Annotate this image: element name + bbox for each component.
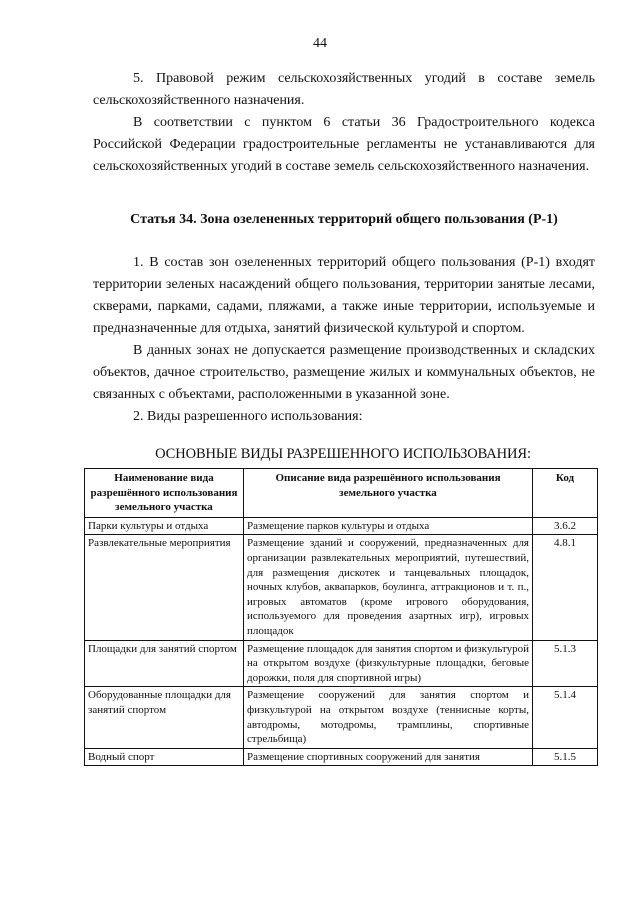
cell-name: Парки культуры и отдыха: [85, 517, 244, 535]
table-header-row: [85, 469, 598, 518]
table-row: [85, 535, 598, 640]
cell-code: 3.6.2: [533, 517, 598, 535]
paragraph: 1. В состав зон озелененных территорий общего пользования (Р-1) входят территории зеленых насаждений общего пользования, территории занятые лесами, скверами, парками, садами, пляжами, а также иные территории, используемые и предназначенные для отдыха, занятий физической культурой и спортом.: [93, 255, 595, 336]
article-heading: Статья 34. Зона озелененных территорий общего пользования (Р-1): [130, 212, 558, 227]
cell-name: Оборудованные площадки для занятий спортом: [85, 687, 244, 748]
page-number: 44: [313, 36, 327, 51]
column-header-name: Наименование вида разрешённого использования земельного участка: [85, 469, 244, 518]
paragraph: В соответствии с пунктом 6 статьи 36 Градостроительного кодекса Российской Федерации градостроительные регламенты не устанавливаются для сельскохозяйственных угодий в составе земель сельскохозяйственного назначения.: [93, 115, 595, 174]
paragraph: 2. Виды разрешенного использования:: [133, 409, 363, 424]
section-agricultural-land: [93, 68, 595, 178]
cell-name: Водный спорт: [85, 748, 244, 766]
cell-description: Размещение площадок для занятия спортом и физкультурой на открытом воздухе (физкультурные площадки, беговые дорожки, поля для спортивной игры): [244, 640, 533, 687]
paragraph: 5. Правовой режим сельскохозяйственных угодий в составе земель сельскохозяйственного назначения.: [93, 71, 595, 108]
table-title: ОСНОВНЫЕ ВИДЫ РАЗРЕШЕННОГО ИСПОЛЬЗОВАНИЯ:: [155, 446, 531, 462]
table-row: [85, 517, 598, 535]
cell-code: 5.1.4: [533, 687, 598, 748]
column-header-code: Код: [533, 469, 598, 518]
column-header-description: Описание вида разрешённого использования земельного участка: [244, 469, 533, 518]
table-row: [85, 748, 598, 766]
section-green-zone: [93, 252, 595, 428]
cell-name: Развлекательные мероприятия: [85, 535, 244, 640]
cell-code: 4.8.1: [533, 535, 598, 640]
cell-code: 5.1.5: [533, 748, 598, 766]
cell-description: Размещение сооружений для занятия спортом и физкультурой на открытом воздухе (теннисные корты, автодромы, мотодромы, трамплины, спортивные стрельбища): [244, 687, 533, 748]
cell-description: Размещение зданий и сооружений, предназначенных для организации развлекательных мероприятий, путешествий, для размещения дискотек и танцевальных площадок, ночных клубов, аквапарков, боулинга, аттракционов и т. п., игровых автоматов (кроме игрового оборудования, используемого для проведения азартных игр), игровых площадок: [244, 535, 533, 640]
table-row: [85, 687, 598, 748]
table-row: [85, 640, 598, 687]
cell-description: Размещение спортивных сооружений для занятия: [244, 748, 533, 766]
cell-code: 5.1.3: [533, 640, 598, 687]
cell-description: Размещение парков культуры и отдыха: [244, 517, 533, 535]
paragraph: В данных зонах не допускается размещение производственных и складских объектов, дачное строительство, размещение жилых и коммунальных объектов, не связанных с объектами, расположенными в указанной зоне.: [93, 343, 595, 402]
permitted-uses-table: [84, 468, 598, 766]
cell-name: Площадки для занятий спортом: [85, 640, 244, 687]
